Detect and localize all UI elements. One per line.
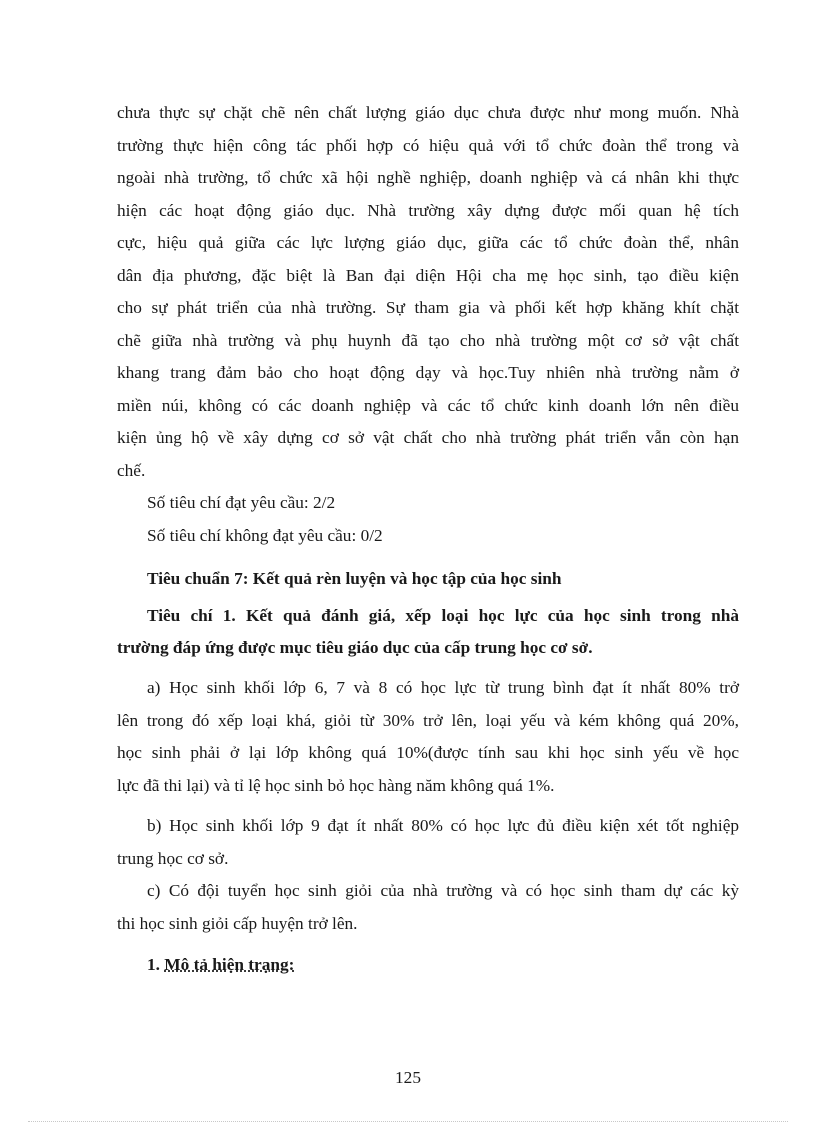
text-line: thi học sinh giỏi cấp huyện trở lên. [117,913,358,933]
criterion-heading-line: Tiêu chí 1. Kết quả đánh giá, xếp loại học lực của học sinh trong nhà [147,606,739,625]
text-line: lên trong đó xếp loại khá, giỏi từ 30% trở lên, loại yếu và kém không quá 20%, [117,710,739,730]
item-a [117,672,739,802]
text-line: ngoài nhà trường, tổ chức xã hội nghề nghiệp, doanh nghiệp và cá nhân khi thực [117,168,739,187]
description-heading-label: Mô tả hiện trạng: [164,955,295,974]
page-number: 125 [395,1068,421,1087]
text-line: chế. [117,460,146,480]
text-line: chẽ giữa nhà trường và phụ huynh đã tạo cho nhà trường một cơ sở vật chất [117,330,739,350]
description-heading [117,948,739,982]
text-line: cực, hiệu quả giữa các lực lượng giáo dục, giữa các tổ chức đoàn thể, nhân [117,233,739,252]
item-c [117,875,739,940]
text-line: kiện ủng hộ về xây dựng cơ sở vật chất cho nhà trường phát triển vẫn còn hạn [117,428,739,447]
text-line: b) Học sinh khối lớp 9 đạt ít nhất 80% có học lực đủ điều kiện xét tốt nghiệp [147,816,739,835]
item-b [117,810,739,875]
criteria-met-count: Số tiêu chí đạt yêu cầu: 2/2 [147,493,336,512]
text-line: hiện các hoạt động giáo dục. Nhà trường xây dựng được mối quan hệ tích [117,200,739,220]
text-line: học sinh phải ở lại lớp không quá 10%(được tính sau khi học sinh yếu về học [117,743,739,762]
paragraph-cooperation [117,97,739,487]
text-line: lực đã thi lại) và tỉ lệ học sinh bỏ học hàng năm không quá 1%. [117,775,555,795]
criterion-heading-line: trường đáp ứng được mục tiêu giáo dục của cấp trung học cơ sở. [117,638,593,657]
text-line: khang trang đảm bảo cho hoạt động dạy và học.Tuy nhiên nhà trường nằm ở [117,363,739,382]
text-line: trung học cơ sở. [117,848,229,868]
standard-heading: Tiêu chuẩn 7: Kết quả rèn luyện và học tập của học sinh [147,569,562,588]
description-heading-number: 1. [147,955,160,974]
criteria-not-met-count: Số tiêu chí không đạt yêu cầu: 0/2 [147,525,383,545]
text-line: chưa thực sự chặt chẽ nên chất lượng giáo dục chưa được như mong muốn. Nhà [117,103,739,122]
text-line: cho sự phát triển của nhà trường. Sự tham gia và phối kết hợp khăng khít chặt [117,298,739,317]
text-line: dân địa phương, đặc biệt là Ban đại diện Hội cha mẹ học sinh, tạo điều kiện [117,265,739,285]
footer-divider [28,1121,788,1122]
text-line: trường thực hiện công tác phối hợp có hiệu quả với tổ chức đoàn thể trong và [117,135,739,155]
criterion-heading [117,600,739,664]
text-line: miền núi, không có các doanh nghiệp và các tổ chức kinh doanh lớn nên điều [117,395,739,415]
page-content [117,97,739,982]
text-line: a) Học sinh khối lớp 6, 7 và 8 có học lực từ trung bình đạt ít nhất 80% trở [147,678,739,697]
text-line: c) Có đội tuyển học sinh giỏi của nhà trường và có học sinh tham dự các kỳ [147,881,739,900]
